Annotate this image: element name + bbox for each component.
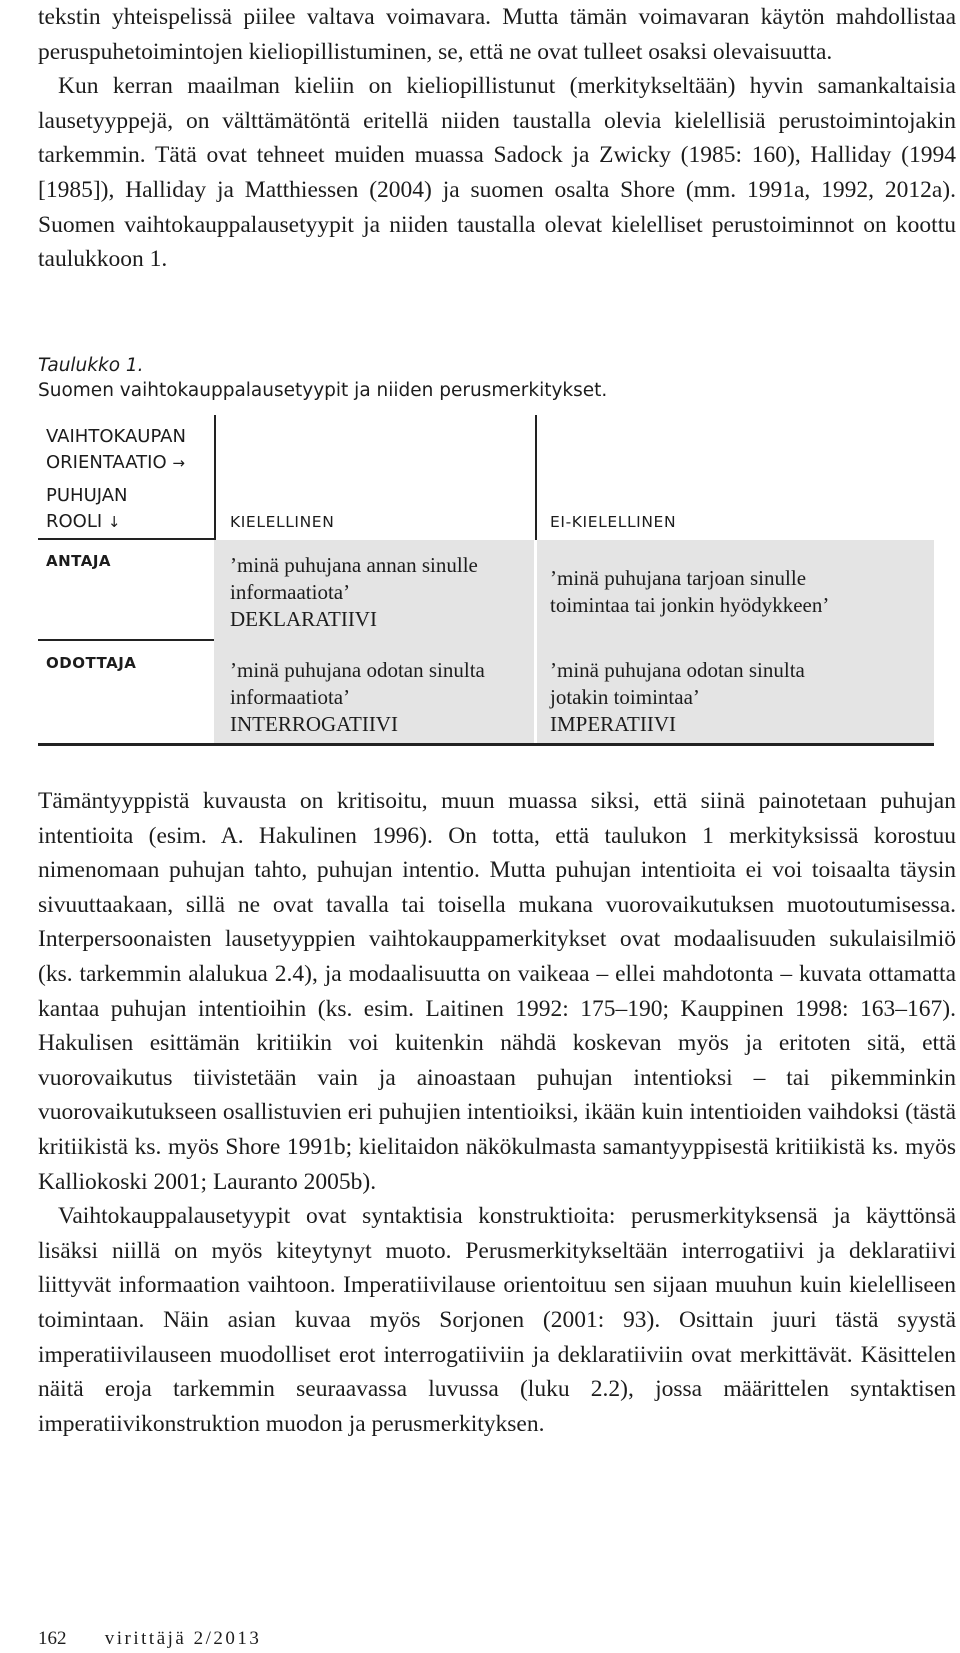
col-header-nonverbal: EI-KIELELLINEN	[550, 513, 677, 531]
column-divider-1	[214, 415, 216, 540]
receiver-verbal-line-2: informaatiota’	[230, 685, 351, 709]
page-footer	[38, 1628, 261, 1650]
orientation-header	[46, 424, 186, 476]
orientation-label-2: ORIENTAATIO	[46, 452, 167, 473]
receiver-nonverbal-line-3: IMPERATIIVI	[550, 712, 676, 736]
receiver-nonverbal-line-2: jotakin toimintaa’	[550, 685, 700, 709]
role-label-1: PUHUJAN	[46, 485, 128, 506]
giver-verbal-line-2: informaatiota’	[230, 580, 351, 604]
giver-verbal-line-1: ’minä puhujana annan sinulle	[230, 553, 478, 577]
giver-nonverbal-line-1: ’minä puhujana tarjoan sinulle	[550, 566, 807, 590]
row-divider-left	[38, 639, 214, 641]
intro-paragraph-2: Kun kerran maailman kieliin on kieliopillistunut (merkitykseltään) hyvin samankaltaisia lausetyyppejä, on välttämätöntä eritellä niiden taustalla olevia kielellisiä perustoimintojakin tarkemmin. Tätä ovat tehneet muiden muassa Sadock ja Zwicky (1985: 160), Halliday (1994 [1985]), Halliday ja Matthiessen (2004) ja suomen osalta Shore (mm. 1991a, 1992, 2012a). Suomen vaihtokauppalausetyypit ja niiden taustalla olevat kielelliset perustoiminnot on koottu taulukkoon 1.	[38, 73, 956, 273]
table-caption-label: Taulukko 1.	[38, 355, 144, 376]
cell-receiver-verbal	[230, 657, 485, 738]
giver-verbal-line-3: DEKLARATIIVI	[230, 607, 377, 631]
right-arrow-icon: →	[172, 454, 185, 472]
journal-name: virittäjä 2/2013	[104, 1628, 262, 1649]
column-divider-2	[535, 415, 537, 540]
receiver-nonverbal-line-1: ’minä puhujana odotan sinulta	[550, 658, 805, 682]
orientation-label-1: VAIHTOKAUPAN	[46, 426, 186, 447]
page-number: 162	[38, 1628, 67, 1649]
col-header-verbal: KIELELLINEN	[230, 513, 335, 531]
header-rule-left	[38, 538, 214, 540]
table-caption	[38, 353, 938, 403]
body-text	[38, 784, 956, 1441]
cell-receiver-nonverbal	[550, 657, 805, 738]
row-label-receiver: ODOTTAJA	[46, 654, 137, 672]
cell-giver-nonverbal	[550, 565, 829, 619]
exchange-table	[38, 420, 934, 795]
receiver-verbal-line-3: INTERROGATIIVI	[230, 712, 398, 736]
role-header	[46, 483, 128, 535]
intro-text	[38, 0, 956, 277]
cell-giver-verbal	[230, 552, 478, 633]
table-caption-text: Suomen vaihtokauppalausetyypit ja niiden perusmerkitykset.	[38, 380, 608, 401]
intro-paragraph-1: tekstin yhteispelissä piilee valtava voimavara. Mutta tämän voimavaran käytön mahdollistaa peruspuhetoimintojen kieliopillistuminen, se, että ne ovat tulleet osaksi olevaisuutta.	[38, 4, 956, 65]
role-label-2: ROOLI	[46, 511, 103, 532]
giver-nonverbal-line-2: toimintaa tai jonkin hyödykkeen’	[550, 593, 830, 617]
body-paragraph-1: Tämäntyyppistä kuvausta on kritisoitu, muun muassa siksi, että siinä painotetaan puhujan intentioita (esim. A. Hakulinen 1996). On totta, että taulukon 1 merkityksissä korostuu nimenomaan puhujan tahto, puhujan intentio. Mutta puhujan intentioita ei voi toisaalta täysin sivuuttaakaan, sillä ne ovat tavalla tai toisella mukana vuorovaikutuksen muotoutumisessa. Interpersoonaisten lausetyyppien vaihtokauppamerkitykset ovat modaalisuuden sukulaisilmiö (ks. tarkemmin alalukua 2.4), ja modaalisuutta on vaikeaa – ellei mahdotonta – kuvata ottamatta kantaa puhujan intentioihin (ks. esim. Laitinen 1992: 175–190; Kauppinen 1998: 163–167). Hakulisen esittämän kritiikin voi kuitenkin nähdä koskevan myös ja eritoten sitä, että vuorovaikutus tiivistetään vain ja ainoastaan puhujan intentioksi – tai pikemminkin vuorovaikutukseen osallistuvien eri puhujien intentioiksi, ikään kuin intentioiden vaihdoksi (tästä kritiikistä ks. myös Shore 1991b; kielitaidon näkökulmasta samantyyppisestä kritiikistä ks. myös Kalliokoski 2001; Lauranto 2005b).	[38, 788, 956, 1195]
table-bottom-rule	[38, 743, 934, 746]
row-label-giver: ANTAJA	[46, 552, 112, 570]
down-arrow-icon: ↓	[107, 513, 121, 531]
body-paragraph-2: Vaihtokauppalausetyypit ovat syntaktisia konstruktioita: perusmerkityksensä ja käyttönsä lisäksi niillä on myös kiteytynyt muoto. Perusmerkitykseltään interrogatiivi ja deklaratiivi liittyvät informaation vaihtoon. Imperatiivilause orientoituu sen sijaan muuhun kuin kielelliseen toimintaan. Näin asian kuvaa myös Sorjonen (2001: 93). Osittain juuri tästä syystä imperatiivilauseen muodolliset erot interrogatiiviin ja deklaratiiviin ovat merkittävät. Käsittelen näitä eroja tarkemmin seuraavassa luvussa (luku 2.2), jossa määrittelen syntaktisen imperatiivikonstruktion muodon ja perusmerkityksen.	[38, 1203, 956, 1437]
receiver-verbal-line-1: ’minä puhujana odotan sinulta	[230, 658, 485, 682]
